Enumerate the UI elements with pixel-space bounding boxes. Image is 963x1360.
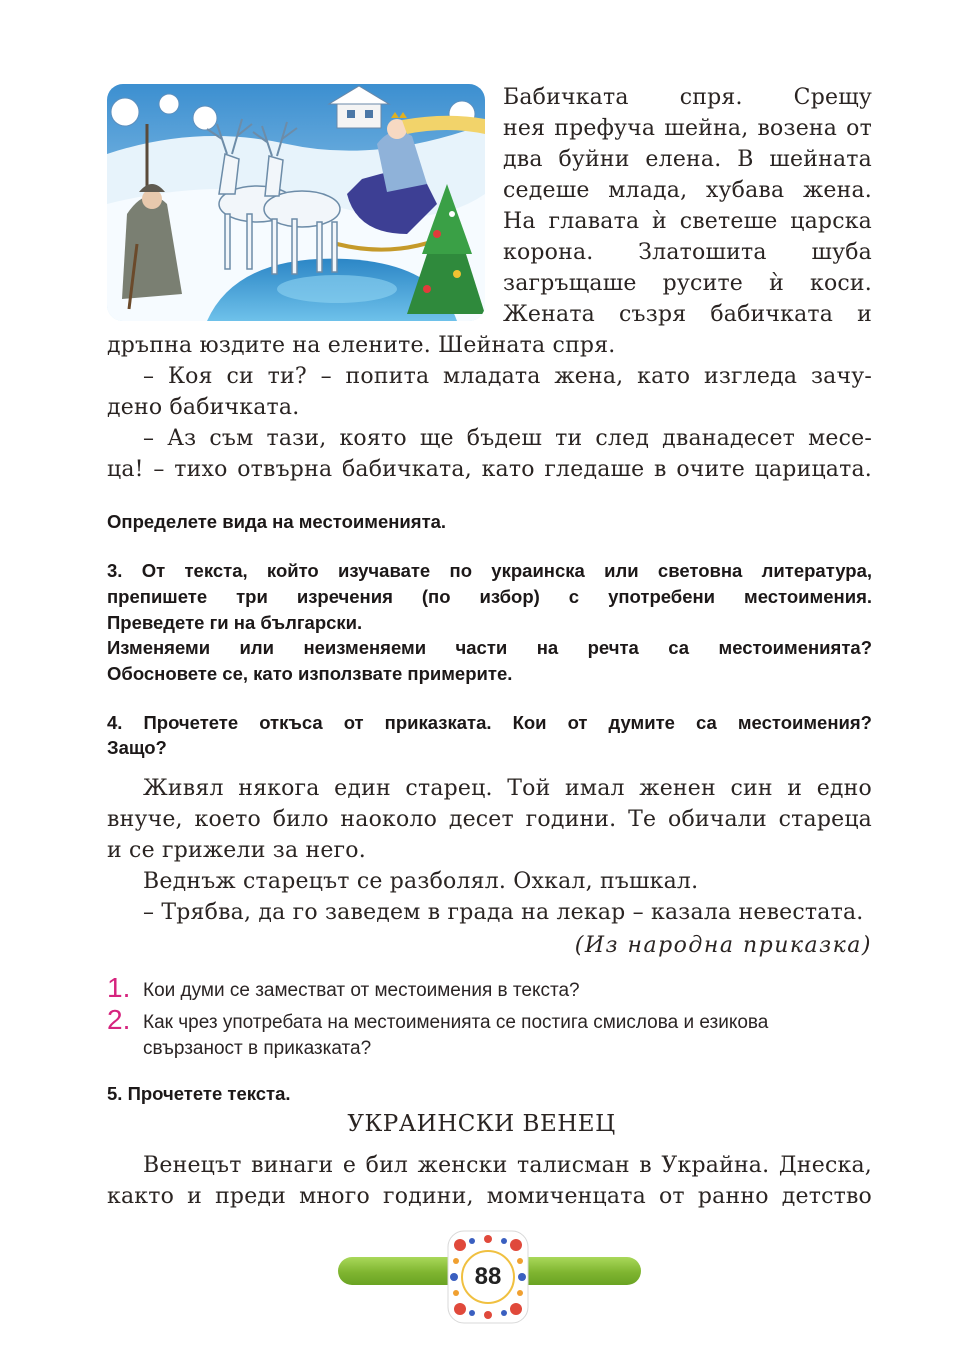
story-line: два буйни елена. В шейната <box>503 147 872 172</box>
story-line: и се грижели за него. <box>107 838 366 863</box>
task-3-line: Преведете ги на български. <box>107 612 363 633</box>
story-line: дръпна юздите на елените. Шейната спря. <box>107 333 616 358</box>
story-line: загръщаше русите ѝ коси. <box>503 271 872 296</box>
task-5-instruction: 5. Прочетете текста. <box>107 1083 291 1104</box>
section-title: УКРАИНСКИ ВЕНЕЦ <box>347 1111 616 1137</box>
task-3-line: препишете три изречения (по избор) с употребени местоимения. <box>107 586 872 607</box>
question-text: Как чрез употребата на местоименията се постига смислова и езикова <box>143 1012 769 1033</box>
task-instruction: Определете вида на местоименията. <box>107 511 447 532</box>
story-line: На главата ѝ светеше царска <box>503 209 872 234</box>
page-number: 88 <box>474 1263 502 1290</box>
story-line: дено бабичката. <box>107 395 300 420</box>
story-line: Жената съзря бабичката и <box>503 302 872 327</box>
story-line: нея префуча шейна, возена от <box>503 116 872 141</box>
question-number: 1. <box>107 972 131 1003</box>
story-source: (Из народна приказка) <box>574 933 872 958</box>
story-line: – Аз съм тази, която ще бъдеш ти след дванадесет месе- <box>143 426 872 451</box>
story-line: корона. Златошита шуба <box>503 240 872 265</box>
question-number: 2. <box>107 1004 131 1035</box>
task-4-line: 4. Прочетете откъса от приказката. Кои от думите са местоимения? <box>107 712 872 733</box>
story-line: – Трябва, да го заведем в града на лекар – казала невестата. <box>143 900 864 925</box>
story-line: Живял някога един старец. Той имал женен син и едно <box>143 776 872 801</box>
question-text: свързаност в приказката? <box>143 1038 372 1059</box>
story-line: Веднъж старецът се разболял. Охкал, пъшкал. <box>143 869 699 894</box>
task-3-line: Обосновете се, като използвате примерите. <box>107 663 513 684</box>
story-line: Венецът винаги е бил женски талисман в Украйна. Днеска, <box>143 1153 872 1178</box>
story-illustration <box>107 84 485 321</box>
task-4-line: Защо? <box>107 737 167 758</box>
task-3-line: 3. От текста, който изучавате по украинска или световна литература, <box>107 560 872 581</box>
story-line: както и преди много години, момиченцата от ранно детство <box>107 1184 872 1209</box>
story-line: внуче, което било наоколо десет години. Те обичали стареца <box>107 807 872 832</box>
question-text: Кои думи се заместват от местоимения в текста? <box>143 980 580 1001</box>
story-line: – Коя си ти? – попита младата жена, като изгледа зачу- <box>143 364 872 389</box>
story-line: Бабичката спря. Срещу <box>503 85 872 110</box>
story-line: ца! – тихо отвърна бабичката, като гледаше в очите царицата. <box>107 457 872 482</box>
story-line: седеше млада, хубава жена. <box>503 178 872 203</box>
task-3-line: Изменяеми или неизменяеми части на речта са местоименията? <box>107 637 872 658</box>
